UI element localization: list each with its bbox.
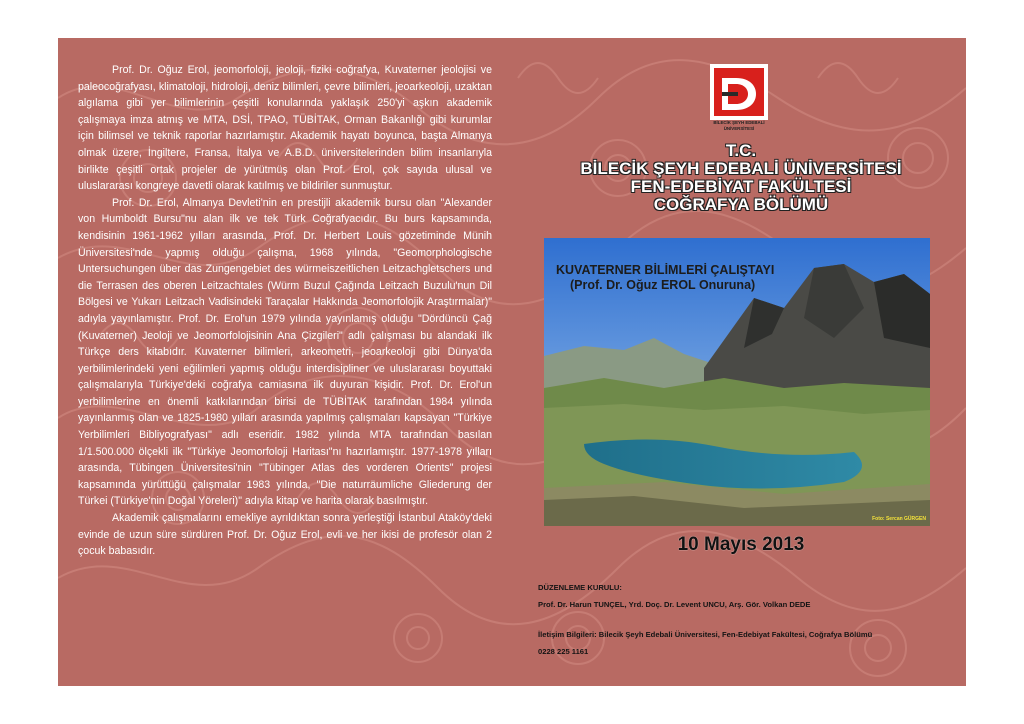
header-university: BİLECİK ŞEYH EDEBALİ ÜNİVERSİTESİ [580,159,902,178]
header-faculty: FEN-EDEBİYAT FAKÜLTESİ [630,177,852,196]
workshop-subtitle: (Prof. Dr. Oğuz EROL Onuruna) [570,278,756,292]
contact-info [538,626,872,660]
brochure-page [58,38,966,686]
logo-caption-line2: ÜNİVERSİTESİ [723,125,755,131]
institution-header [536,142,946,214]
photo-credit: Foto: Sercan GÜRGEN [872,516,926,522]
header-tc: T.C. [725,141,757,160]
logo-caption [706,120,772,131]
logo-caption-line1: BİLECİK ŞEYH EDEBALİ [713,120,765,125]
biography-paragraph-2: Prof. Dr. Erol, Almanya Devleti'nin en prestijli akademik bursu olan "Alexander von Humboldt Bursu"nu alan ilk ve tek Türk Coğrafyacıdır. Bu burs kapsamında, kendisinin 1961-1962 yılları arasında, Prof. Dr. Herbert Louis gözetiminde Münih Üniversitesi'nde yapmış olduğu çalışma, 1968 yılında, "Geomorphologische Untersuchungen über das Zungengebiet des würmeiszeitlichen Leitzachgletschers und die Terrasen des oberen Leitzachtales (Würm Buzul Çağında Leitzach Buzulu'nun Dil Bölgesi ve Yukarı Leitzach Vadisindeki Taraçalar Hakkında Jeomorfolojik Araştırmalar)" adıyla yayınlamıştır. Prof. Dr. Erol'un 1979 yılında yayınlamış olduğu "Dördüncü Çağ (Kuvaterner) Jeoloji ve Jeomorfolojisinin Ana Çizgileri" adlı çalışması bu alandaki ilk Türkçe ders kitabıdır. Kuvaterner bilimleri, arkeometri, jeoarkeoloji gibi Dünya'da yerbilimlerindeki yeni eğilimleri yapmış olduğu interdisipliner ve uluslararası boyuttaki çalışmalarıyla Türkiye'deki coğrafya camiasına ilk duyuran kişidir. Prof. Dr. Erol'un yerbilimlerine en önemli katkılarından birisi de TÜBİTAK tarafından 1984 yılında yayınlanmış olan ve 1825-1980 yılları arasında yapılmış çalışmaları kapsayan "Türkiye Yerbilimleri Bibliyografyası" adlı eseridir. 1982 yılında MTA tarafından basılan 1/1.500.000 ölçekli ilk "Türkiye Jeomorfoloji Haritası"nı hazırlamıştır. 1977-1978 yılları arasında, Tübingen Üniversitesi'nin "Tübinger Atlas des vorderen Orients" projesi kapsamında yürüttüğü çalışmalar 1983 yılında, "Die naturräumliche Gliederung der Türkei (Türkiye'nin Doğal Yöreleri)" adıyla kitap ve harita olarak basılmıştır. [78,196,492,508]
biography-paragraph-3: Akademik çalışmalarını emekliye ayrıldıktan sonra yerleştiği İstanbul Ataköy'deki evinde de uzun süre sürdüren Prof. Dr. Oğuz Erol, evli ve her ikisi de profesör olan 2 çocuk babasıdır. [78,512,492,558]
workshop-title: KUVATERNER BİLİMLERİ ÇALIŞTAYI [556,263,775,277]
mountain-lake-photo [544,238,930,526]
organizing-committee [538,579,810,613]
event-date: 10 Mayıs 2013 [677,534,805,555]
committee-members: Prof. Dr. Harun TUNÇEL, Yrd. Doç. Dr. Levent UNCU, Arş. Gör. Volkan DEDE [538,600,811,609]
biography-paragraph-1: Prof. Dr. Oğuz Erol, jeomorfoloji, jeoloji, fiziki coğrafya, Kuvaterner jeolojisi ve paleocoğrafyası, klimatoloji, hidroloji, deniz bilimleri, çevre bilimleri, jeoarkeoloji, uzaktan algılama gibi yer bilimlerinin çeşitli konularında yaklaşık 250'yi aşkın akademik çalışmaya imza atmış ve MTA, DSİ, TPAO, TÜBİTAK, Orman Bakanlığı gibi kurumlar için bilimsel ve teknik raporlar hazırlamıştır. Akademik hayatı boyunca, başta Almanya olmak üzere, İngiltere, Fransa, İtalya ve A.B.D. üniversitelerinden bilim insanlarıyla birlikte çeşitli ortak projeler de yürütmüş olan Prof. Erol, çok sayıda ulusal ve uluslararası kongreye davetli olarak katılmış ve bildiriler sunmuştur. [78,64,492,193]
contact-phone: 0228 225 1161 [538,647,589,656]
contact-address: İletişim Bilgileri: Bilecik Şeyh Edebali Üniversitesi, Fen-Edebiyat Fakültesi, Coğrafya Bölümü [538,630,873,639]
header-department: COĞRAFYA BÖLÜMÜ [653,195,829,214]
committee-heading: DÜZENLEME KURULU: [538,583,622,592]
biography-text [78,62,492,560]
